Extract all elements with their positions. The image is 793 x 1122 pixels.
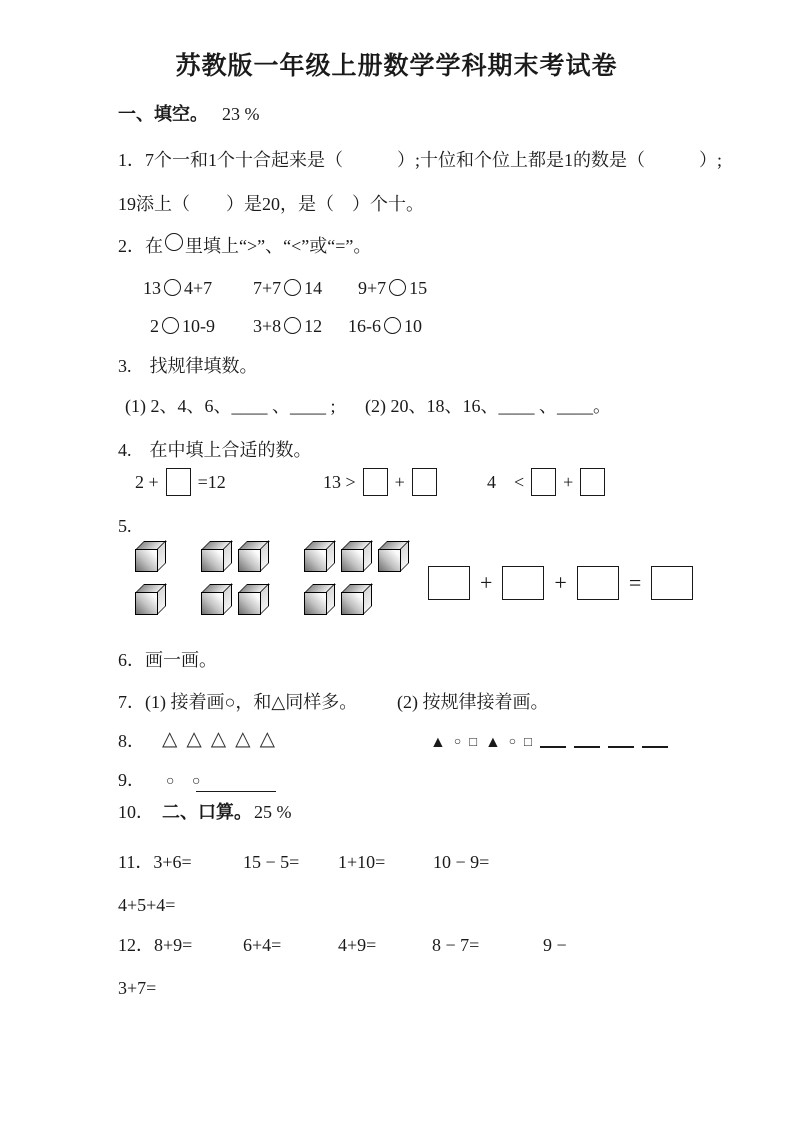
q2-left-value: 7+7 — [253, 278, 282, 298]
q2-right-value: 4+7 — [184, 278, 213, 298]
q4-expression: 2 + — [135, 472, 159, 492]
cube-icon — [135, 584, 167, 616]
compare-circle-icon — [165, 233, 183, 251]
q5-number: 5. — [118, 516, 132, 536]
section-1-header — [118, 102, 260, 126]
answer-box — [580, 468, 605, 496]
q4-item-1 — [135, 468, 226, 496]
answer-box-4 — [651, 566, 693, 600]
q3-item-2: (2) 20、18、16、____ 、____。 — [365, 396, 611, 416]
q2-header-prefix: 2．在 — [118, 236, 163, 256]
q8-number: 8． — [118, 731, 145, 751]
q12-expression: 6+4= — [243, 935, 282, 955]
answer-blank — [540, 733, 566, 748]
q7-part-2: (2) 按规律接着画。 — [397, 692, 549, 712]
answer-box-2 — [502, 566, 544, 600]
cube-icon — [304, 584, 336, 616]
q12-expression: 9 − — [543, 935, 567, 955]
square-outline-icon: □ — [524, 734, 532, 749]
compare-circle-icon — [384, 317, 401, 334]
q2-item — [253, 276, 322, 300]
cube-icon — [238, 541, 270, 573]
q10-header — [118, 800, 292, 824]
answer-box — [363, 468, 388, 496]
q2-left-value: 9+7 — [358, 278, 387, 298]
compare-circle-icon — [284, 317, 301, 334]
q9-circles: ○ ○ — [166, 774, 208, 789]
triangle-filled-icon: ▲ — [484, 734, 501, 751]
cube-icon — [304, 541, 336, 573]
q12-expression-overflow: 3+7= — [118, 978, 157, 998]
page-title: 苏教版一年级上册数学学科期末考试卷 — [175, 52, 618, 80]
q2-item — [358, 276, 427, 300]
q10-number: 10． — [118, 802, 154, 822]
section-2-label: 二、口算。 — [162, 802, 252, 822]
q2-right-value: 15 — [409, 278, 428, 298]
triangle-outline-icon: △ — [210, 728, 227, 750]
cube-icon — [341, 541, 373, 573]
compare-circle-icon — [164, 279, 181, 296]
q4-header: 4. 在中填上合适的数。 — [118, 440, 312, 460]
triangle-outline-icon: △ — [235, 728, 251, 750]
cube-groups — [135, 541, 410, 616]
q8-pattern-row — [430, 729, 676, 755]
q12-expression: 8 − 7= — [432, 935, 480, 955]
q2-header — [118, 233, 371, 258]
q2-right-value: 10-9 — [182, 316, 215, 336]
circle-outline-icon: ○ — [508, 734, 517, 748]
answer-box-3 — [577, 566, 619, 600]
triangle-outline-icon: △ — [186, 728, 202, 750]
cube-icon — [201, 584, 233, 616]
plus-operator: + — [554, 570, 567, 595]
q11-expression: 11．3+6= — [118, 852, 192, 872]
q2-item — [253, 314, 322, 338]
cube-icon — [201, 541, 233, 573]
q8-triangle-row — [162, 727, 284, 751]
q11-expression: 1+10= — [338, 852, 386, 872]
compare-circle-icon — [389, 279, 406, 296]
q4-expression: + — [563, 472, 574, 492]
q3-item-1: (1) 2、4、6、____ 、____ ; — [125, 396, 336, 416]
q4-expression: =12 — [197, 472, 226, 492]
q6-text: 6．画一画。 — [118, 650, 217, 670]
triangle-filled-icon: ▲ — [430, 734, 446, 751]
compare-circle-icon — [284, 279, 301, 296]
cube-icon — [238, 584, 270, 616]
q2-left-value: 2 — [150, 316, 159, 336]
answer-box — [412, 468, 437, 496]
q7-part-1: 7．(1) 接着画○，和△同样多。 — [118, 692, 358, 712]
cube-icon — [135, 541, 167, 573]
square-outline-icon: □ — [469, 734, 477, 749]
answer-box — [531, 468, 556, 496]
q4-expression: 4 < — [487, 472, 525, 492]
q4-item-3 — [487, 468, 612, 496]
answer-blank — [574, 733, 600, 748]
q4-expression: + — [394, 472, 405, 492]
section-1-label: 一、填空。 — [118, 104, 208, 124]
q1-line2: 19添上（ ）是20，是（ ）个十。 — [118, 194, 424, 214]
q12-expression: 4+9= — [338, 935, 377, 955]
q11-expression: 10 − 9= — [433, 852, 490, 872]
q2-right-value: 10 — [404, 316, 422, 336]
q2-right-value: 14 — [304, 278, 323, 298]
cube-icon — [341, 584, 373, 616]
q4-item-2 — [323, 468, 444, 496]
q4-expression: 13 > — [323, 472, 356, 492]
circle-outline-icon: ○ — [453, 734, 462, 748]
section-1-score: 23 % — [222, 104, 260, 124]
q12-expression: 12．8+9= — [118, 935, 193, 955]
answer-box-1 — [428, 566, 470, 600]
cube-icon — [378, 541, 410, 573]
q1-line1: 1．7个一和1个十合起来是（ ）;十位和个位上都是1的数是（ ）; — [118, 150, 722, 170]
q2-left-value: 13 — [143, 278, 161, 298]
q3-header: 3. 找规律填数。 — [118, 356, 258, 376]
q2-item — [348, 314, 422, 338]
q5-equation — [428, 566, 693, 600]
q2-left-value: 16-6 — [348, 316, 381, 336]
cube-group — [135, 541, 167, 616]
q2-item — [143, 276, 212, 300]
section-2-score: 25 % — [254, 802, 292, 822]
triangle-outline-icon: △ — [162, 728, 178, 750]
equals-operator: = — [628, 570, 642, 595]
q2-item — [150, 314, 215, 338]
compare-circle-icon — [162, 317, 179, 334]
answer-blank — [608, 733, 634, 748]
triangle-outline-icon: △ — [259, 728, 275, 750]
q2-left-value: 3+8 — [253, 316, 282, 336]
q11-expression-overflow: 4+5+4= — [118, 895, 176, 915]
cube-group — [201, 541, 270, 616]
q9-number: 9． — [118, 770, 145, 790]
answer-box — [166, 468, 191, 496]
answer-blank — [642, 733, 668, 748]
q2-header-suffix: 里填上“>”、“<”或“=”。 — [185, 236, 372, 256]
q2-right-value: 12 — [304, 316, 323, 336]
plus-operator: + — [480, 570, 493, 595]
answer-line — [196, 790, 276, 792]
q11-expression: 15 − 5= — [243, 852, 300, 872]
cube-group — [304, 541, 410, 616]
